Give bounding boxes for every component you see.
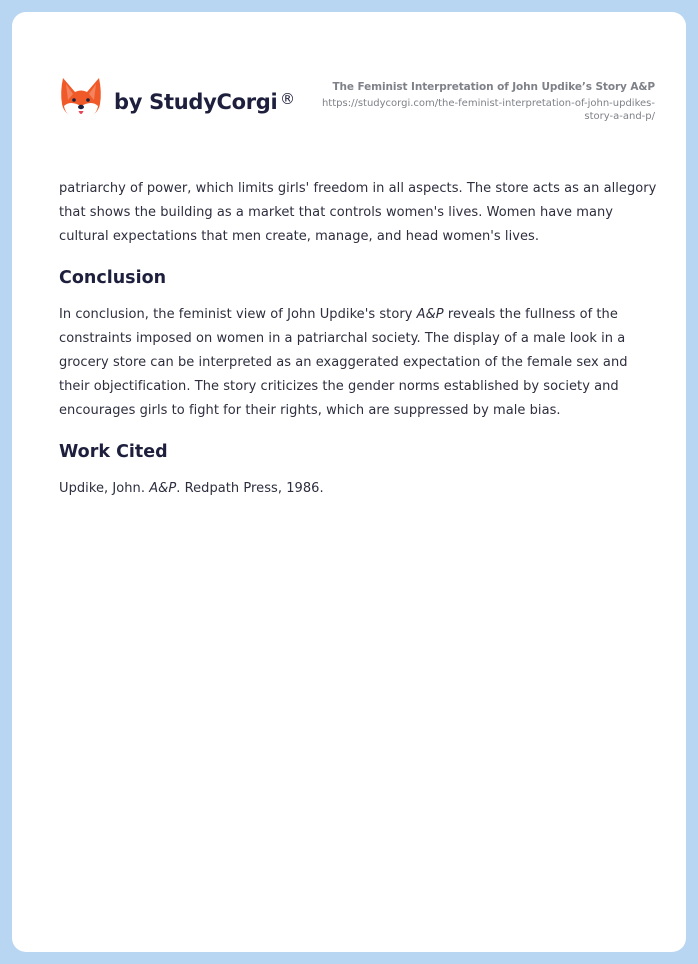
works-cited-heading: Work Cited <box>59 442 168 462</box>
citation-title: A&P <box>149 481 177 496</box>
citation-entry <box>59 477 659 501</box>
document-meta <box>295 80 655 123</box>
story-title-italic: A&P <box>416 307 444 322</box>
studycorgi-logo[interactable] <box>60 76 295 122</box>
logo-text: by StudyCorgi <box>114 90 278 114</box>
corgi-logo-icon <box>60 76 102 122</box>
document-body <box>59 177 659 501</box>
conclusion-paragraph <box>59 303 659 423</box>
document-page <box>12 12 686 952</box>
citation-author: Updike, John. <box>59 481 150 496</box>
citation-publisher: . Redpath Press, 1986. <box>176 481 324 496</box>
conclusion-text-after: reveals the fullness of the constraints imposed on women in a patriarchal society. The display of a male look in a grocery store can be interpreted as an exaggerated expectation of the female sex and their objectification. The story criticizes the gender norms established by society and encourages girls to fight for their rights, which are suppressed by male bias. <box>59 307 628 418</box>
registered-mark: ® <box>280 90 295 108</box>
document-url[interactable]: https://studycorgi.com/the-feminist-interpretation-of-john-updikes-story-a-and-p/ <box>321 98 655 122</box>
document-title: The Feminist Interpretation of John Updike’s Story A&P <box>332 81 655 93</box>
page-header <box>12 12 686 152</box>
conclusion-heading: Conclusion <box>59 268 167 288</box>
conclusion-text-before: In conclusion, the feminist view of John Updike's story <box>59 307 417 322</box>
intro-paragraph: patriarchy of power, which limits girls' freedom in all aspects. The store acts as an allegory that shows the building as a market that controls women's lives. Women have many cultural expectations that men create, manage, and head women's lives. <box>59 181 657 244</box>
